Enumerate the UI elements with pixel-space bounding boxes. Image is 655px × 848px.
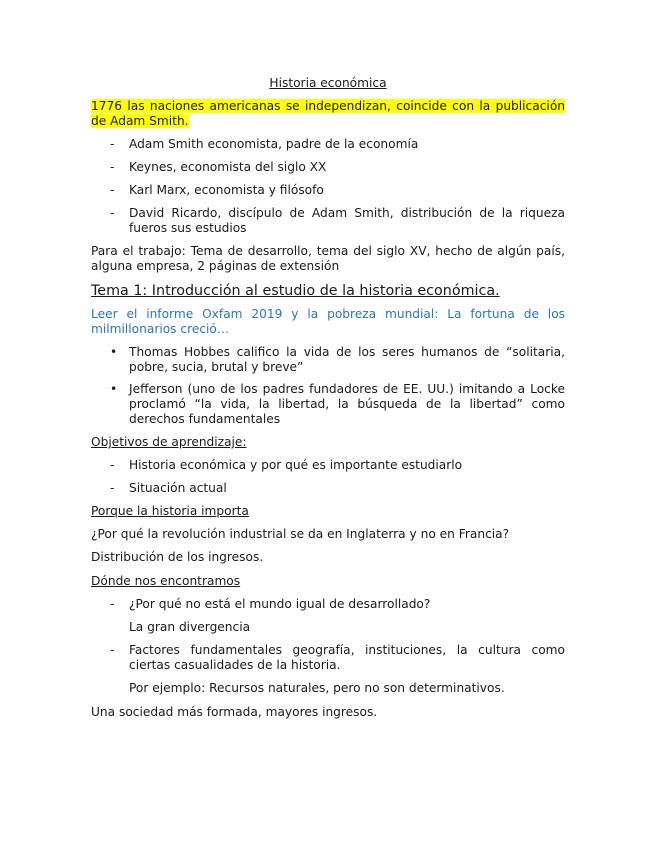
list-item — [91, 597, 565, 612]
list-item — [91, 345, 565, 375]
objetivo-1: Historia económica y por qué es importante estudiarlo — [129, 458, 463, 472]
distribucion-paragraph: Distribución de los ingresos. — [91, 550, 264, 564]
objetivo-2: Situación actual — [129, 481, 227, 495]
dash-marker: - — [110, 643, 115, 657]
list-item — [91, 382, 565, 427]
objetivos-heading: Objetivos de aprendizaje: — [91, 435, 247, 449]
dash-marker: - — [110, 160, 115, 174]
dash-marker: - — [110, 183, 115, 197]
list-item — [91, 643, 565, 673]
economist-4: David Ricardo, discípulo de Adam Smith, distribución de la riqueza fueros sus estudios — [129, 206, 565, 235]
list-item — [91, 458, 565, 473]
pregunta-paragraph: ¿Por qué la revolución industrial se da en Inglaterra y no en Francia? — [91, 527, 510, 541]
donde-item-2: Factores fundamentales geografía, instituciones, la cultura como ciertas casualidades de la historia. — [129, 643, 565, 672]
list-item — [91, 183, 565, 198]
bullet-marker: • — [110, 345, 118, 359]
document-title: Historia económica — [269, 76, 387, 90]
list-item — [91, 137, 565, 152]
gran-divergencia-text: La gran divergencia — [129, 620, 251, 634]
intro-paragraph — [91, 99, 565, 129]
por-ejemplo-text: Por ejemplo: Recursos naturales, pero no son determinativos. — [129, 681, 505, 695]
dash-marker: - — [110, 206, 115, 220]
bullet-hobbes: Thomas Hobbes califico la vida de los seres humanos de “solitaria, pobre, sucia, brutal y breve” — [129, 345, 565, 374]
trabajo-paragraph: Para el trabajo: Tema de desarrollo, tema del siglo XV, hecho de algún país, alguna empresa, 2 páginas de extensión — [91, 244, 565, 273]
tema1-heading: Tema 1: Introducción al estudio de la historia económica. — [91, 283, 500, 299]
economist-3: Karl Marx, economista y filósofo — [129, 183, 324, 197]
bullet-marker: • — [110, 382, 118, 396]
list-item — [91, 206, 565, 236]
donde-item-1: ¿Por qué no está el mundo igual de desarrollado? — [129, 597, 431, 611]
bullet-jefferson: Jefferson (uno de los padres fundadores de EE. UU.) imitando a Locke proclamó “la vida, la libertad, la búsqueda de la libertad” como derechos fundamentales — [129, 382, 565, 426]
dash-marker: - — [110, 458, 115, 472]
donde-heading: Dónde nos encontramos — [91, 574, 241, 588]
dash-marker: - — [110, 597, 115, 611]
list-item — [91, 160, 565, 175]
dash-marker: - — [110, 137, 115, 151]
oxfam-link-text: Leer el informe Oxfam 2019 y la pobreza mundial: La fortuna de los milmillonarios creció… — [91, 307, 565, 336]
conclusion-paragraph: Una sociedad más formada, mayores ingresos. — [91, 705, 378, 719]
economist-2: Keynes, economista del siglo XX — [129, 160, 327, 174]
porque-heading: Porque la historia importa — [91, 504, 249, 518]
economist-1: Adam Smith economista, padre de la economía — [129, 137, 419, 151]
dash-marker: - — [110, 481, 115, 495]
intro-highlight: 1776 las naciones americanas se independizan, coincide con la publicación de Adam Smith. — [91, 99, 565, 128]
list-item — [91, 481, 565, 496]
